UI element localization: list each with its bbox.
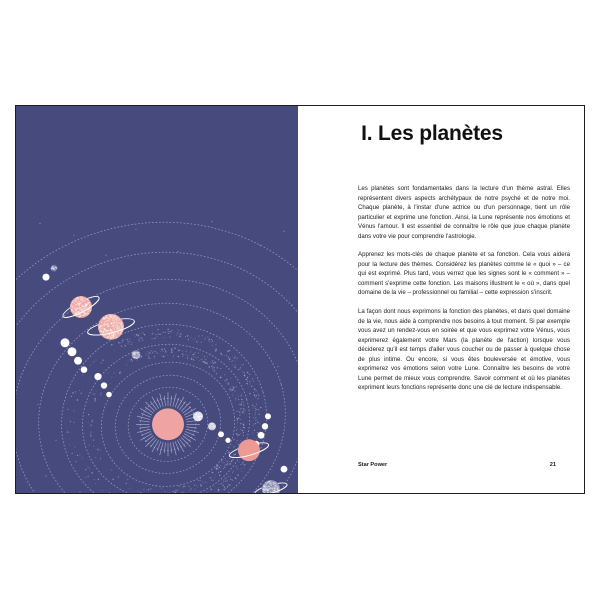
body-paragraph: Les planètes sont fondamentales dans la lecture d'un thème astral. Elles représentent divers aspects archétypaux de notre psyché et de notre moi. Chaque planète, à l'instar d'une actrice ou d'un personnage, tient un rôle particulier et exprime une fonction. Ainsi, la Lune représente nos émotions et Vénus l'amour. Il est essentiel de connaître le rôle que joue chaque planète dans votre vie pour comprendre l'astrologie. xyxy=(358,185,570,240)
star-dot xyxy=(39,223,40,224)
moon-dot xyxy=(81,366,88,373)
star-dot xyxy=(135,229,136,230)
moon-dot xyxy=(218,431,224,437)
page-footer xyxy=(358,462,556,468)
star-dot xyxy=(259,245,260,246)
running-head-book-title: Star Power xyxy=(358,462,388,468)
star-dot xyxy=(261,483,262,484)
moon-dot xyxy=(61,338,70,347)
planet-disc xyxy=(238,439,260,461)
star-dot xyxy=(105,255,106,256)
planet-distant-white xyxy=(43,274,50,281)
planet-earth-inner xyxy=(208,422,216,430)
moon-dot xyxy=(262,423,268,429)
planet-distant-faint xyxy=(51,265,58,272)
moon-dot xyxy=(94,373,101,380)
moon-dot xyxy=(225,438,230,443)
star-dot xyxy=(211,221,212,222)
moon-dot xyxy=(106,392,112,398)
star-dot xyxy=(177,251,178,252)
star-dot xyxy=(283,231,284,232)
moon-dot xyxy=(68,347,77,356)
star-dot xyxy=(277,366,278,367)
moon-dot xyxy=(265,413,271,419)
planet-mercury-small xyxy=(132,350,141,359)
moon-dot xyxy=(74,357,82,365)
planet-venus-inner xyxy=(193,411,203,421)
page-title: I. Les planètes xyxy=(361,122,503,145)
page-number: 21 xyxy=(549,462,556,468)
star-dot xyxy=(55,440,56,441)
star-dot xyxy=(37,404,38,405)
moon-dot xyxy=(281,466,288,473)
star-dot xyxy=(45,475,46,476)
moon-single-right xyxy=(281,466,288,473)
body-paragraph: La façon dont nous exprimons la fonction des planètes, et dans quel domaine de la vie, nous aide à comprendre nos besoins à tout moment. Si par exemple vous avez un rendez-vous en soirée et que vous exprimez votre Vénus, vous exprimerez également votre Mars (la planète de l'action) lorsque vous déciderez qu'il est temps d'aller vous coucher ou de passer à quelque chose de plus intime. Ou encore, si vous êtes bouleversée et émotive, vous exprimerez vos émotions selon votre Lune. Connaître les besoins de votre Lune permet de mieux vous comprendre. Savoir comment et où les planètes expriment leurs fonctions représente donc une clé de lecture indispensable. xyxy=(358,308,570,392)
body-paragraph: Apprenez les mots-clés de chaque planète et sa fonction. Cela vous aidera pour la lecture des thèmes. Considérez les planètes comme le « quoi » – ce qui est exprimé. Plus tard, vous verrez que les signes sont le « comment » – comment s'exprime cette fonction. Les maisons illustrent le « où », dans quel domaine de la vie – professionnel ou familial – cette expression s'inscrit. xyxy=(358,251,570,297)
planet-disc xyxy=(43,274,50,281)
left-page-illustration xyxy=(16,106,298,493)
star-dot xyxy=(79,491,80,492)
sun xyxy=(136,393,200,457)
right-page-text xyxy=(298,106,584,493)
sun-disc xyxy=(152,408,184,440)
book-spread xyxy=(15,105,585,494)
moon-dot xyxy=(258,432,265,439)
moon-dot xyxy=(101,382,107,388)
star-dot xyxy=(73,235,74,236)
body-copy xyxy=(358,184,570,402)
solar-system-illustration xyxy=(16,106,298,493)
